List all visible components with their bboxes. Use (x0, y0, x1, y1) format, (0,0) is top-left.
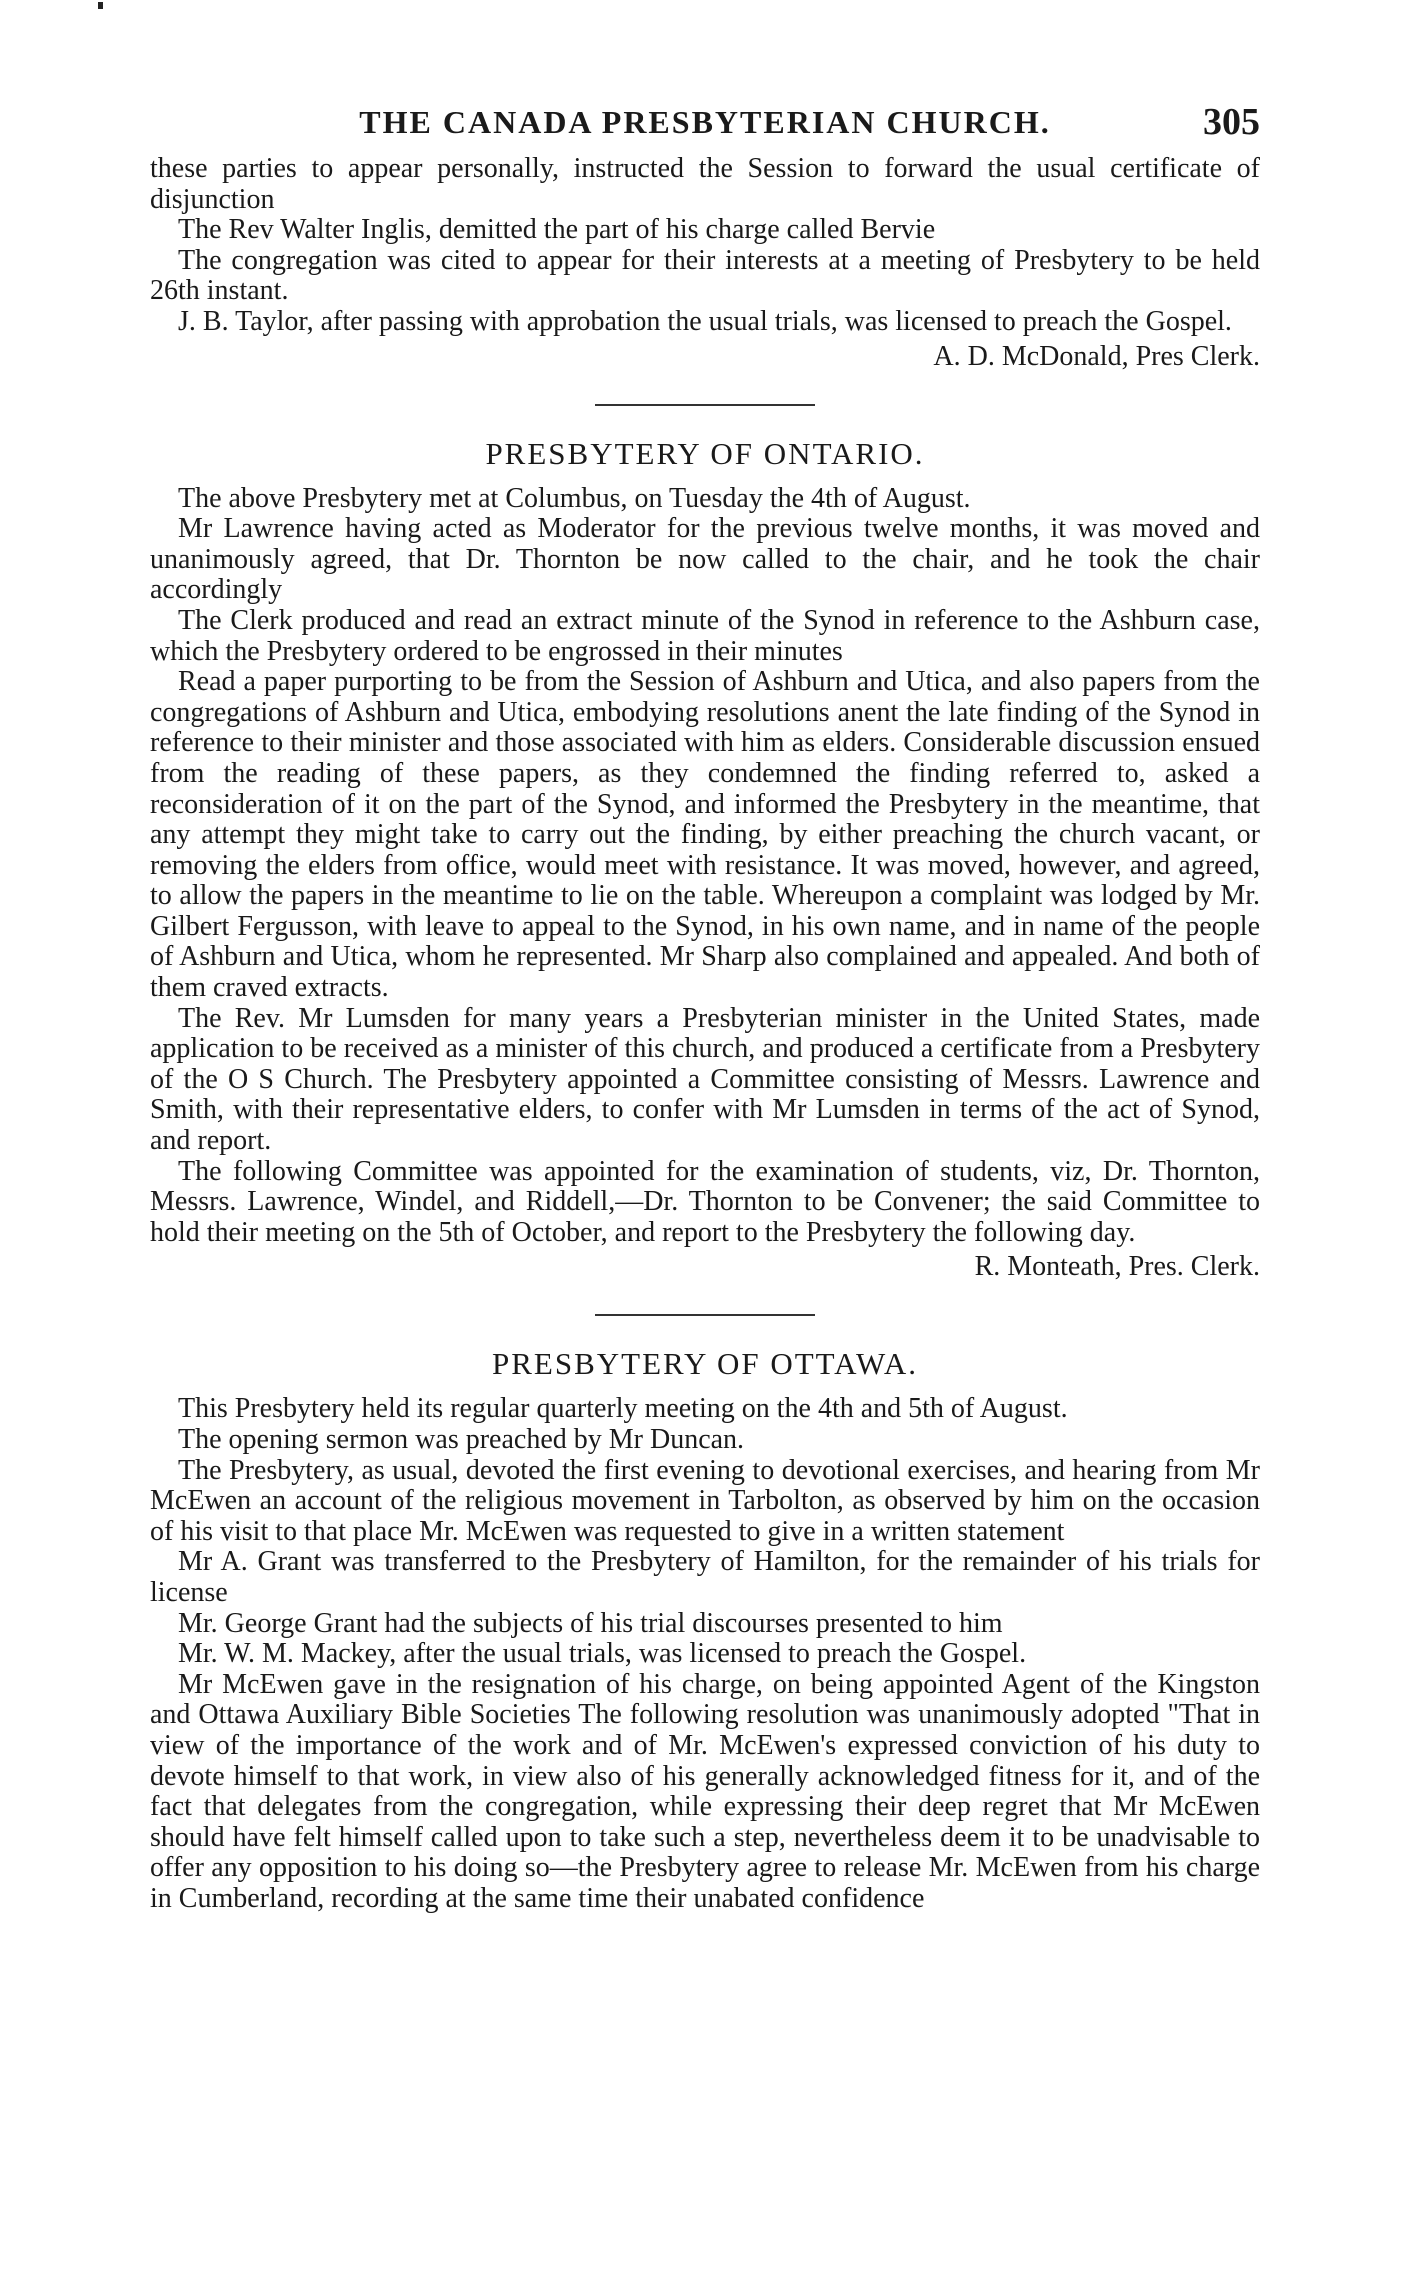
section-ontario (150, 434, 1260, 1285)
paragraph: The congregation was cited to appear for their interests at a meeting of Presbytery to be held 26th instant. (150, 244, 1260, 307)
page-number: 305 (1203, 101, 1260, 143)
paragraph: Read a paper purporting to be from the Session of Ashburn and Utica, and also papers from the congregations of Ashburn and Utica, embodying resolutions anent the late finding of the Synod in reference to their minister and those associated with him as elders. Considerable discussion ensued from the reading of these papers, as they condemned the finding referred to, asked a reconsideration of it on the part of the Synod, and informed the Presbytery in the meantime, that any attempt they might take to carry out the finding, by either preaching the church vacant, or removing the elders from office, would meet with resistance. It was moved, however, and agreed, to allow the papers in the meantime to lie on the table. Whereupon a complaint was lodged by Mr. Gilbert Fergusson, with leave to appeal to the Synod, in his own name, and in name of the people of Ashburn and Utica, whom he represented. Mr Sharp also complained and appealed. And both of them craved extracts. (150, 666, 1260, 1004)
paragraph: The Rev Walter Inglis, demitted the part of his charge called Bervie (178, 214, 936, 246)
section-divider (595, 404, 815, 406)
paragraph: J. B. Taylor, after passing with approbation the usual trials, was licensed to preach the Gospel. (178, 305, 1232, 337)
paragraph: The following Committee was appointed for the examination of students, viz, Dr. Thornton, Messrs. Lawrence, Windel, and Riddell,—Dr. Thornton to be Convener; the said Committee to hold their meeting on the 5th of October, and report to the Presbytery the following day. (150, 1155, 1260, 1248)
page-header (150, 90, 1260, 154)
paragraph: Mr A. Grant was transferred to the Presbytery of Hamilton, for the remainder of his trials for license (150, 1546, 1260, 1608)
paragraph: The Rev. Mr Lumsden for many years a Presbyterian minister in the United States, made application to be received as a minister of this church, and produced a certificate from a Presbytery of the O S Church. The Presbytery appointed a Committee consisting of Messrs. Lawrence and Smith, with their representative elders, to confer with Mr Lumsden in terms of the act of Synod, and report. (150, 1002, 1260, 1157)
paragraph: Mr. W. M. Mackey, after the usual trials, was licensed to preach the Gospel. (178, 1638, 1027, 1670)
section-heading: PRESBYTERY OF ONTARIO. (485, 435, 925, 471)
paragraph: Mr McEwen gave in the resignation of his charge, on being appointed Agent of the Kingston and Ottawa Auxiliary Bible Societies The following resolution was unanimously adopted "That in view of the importance of the work and of Mr. McEwen's expressed conviction of his duty to devote himself to that work, in view also of his generally acknowledged fitness for it, and of the fact that delegates from the congregation, while expressing their deep regret that Mr McEwen should have felt himself called upon to take such a step, nevertheless deem it to be unadvisable to offer any opposition to his doing so—the Presbytery agree to release Mr. McEwen from his charge in Cumberland, recording at the same time their unabated confidence (150, 1668, 1260, 1914)
clerk-signature: R. Monteath, Pres. Clerk. (974, 1251, 1260, 1283)
paragraph: The Clerk produced and read an extract minute of the Synod in reference to the Ashburn case, which the Presbytery ordered to be engrossed in their minutes (150, 604, 1260, 667)
paragraph: The opening sermon was preached by Mr Duncan. (178, 1424, 745, 1455)
section-continued (150, 154, 1260, 374)
print-speck (98, 2, 103, 9)
document-page (150, 90, 1260, 1915)
paragraph: This Presbytery held its regular quarterly meeting on the 4th and 5th of August. (178, 1393, 1068, 1425)
paragraph: Mr. George Grant had the subjects of his trial discourses presented to him (178, 1607, 1003, 1639)
clerk-signature: A. D. McDonald, Pres Clerk. (933, 340, 1260, 372)
section-divider (595, 1314, 815, 1316)
paragraph: The above Presbytery met at Columbus, on Tuesday the 4th of August. (178, 482, 971, 514)
section-heading: PRESBYTERY OF OTTAWA. (491, 1346, 918, 1382)
running-title: THE CANADA PRESBYTERIAN CHURCH. (359, 104, 1051, 140)
section-ottawa (150, 1344, 1260, 1914)
paragraph: The Presbytery, as usual, devoted the first evening to devotional exercises, and hearing from Mr McEwen an account of the religious movement in Tarbolton, as observed by him on the occasion of his visit to that place Mr. McEwen was requested to give in a written statement (150, 1454, 1260, 1547)
paragraph: these parties to appear personally, instructed the Session to forward the usual certificate of disjunction (150, 153, 1260, 215)
paragraph: Mr Lawrence having acted as Moderator for the previous twelve months, it was moved and unanimously agreed, that Dr. Thornton be now called to the chair, and he took the chair accordingly (150, 513, 1260, 606)
